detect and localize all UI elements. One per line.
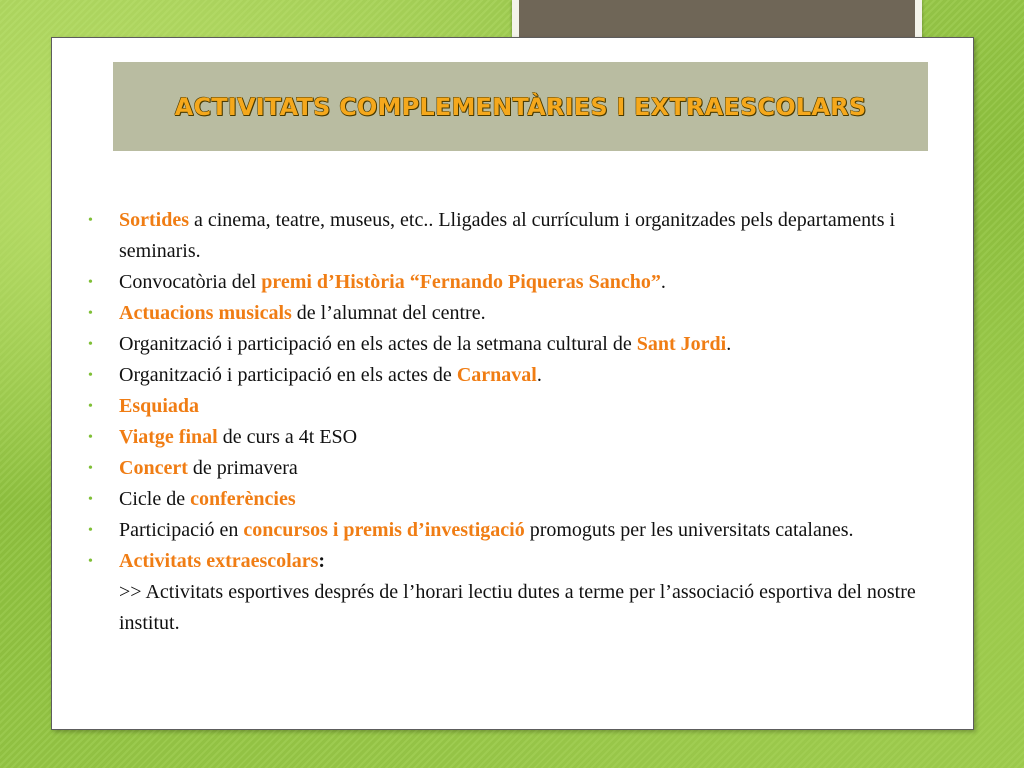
bullet-icon: •	[88, 399, 93, 414]
highlight-text: Sortides	[119, 209, 189, 231]
item-text: .	[726, 333, 732, 355]
item-text: a cinema, teatre, museus, etc.. Lligades al currículum i organitzades pels departaments i seminaris.	[119, 209, 896, 262]
slide-title: ACTIVITATS COMPLEMENTÀRIES I EXTRAESCOLARS	[174, 92, 867, 121]
item-text: .	[660, 271, 666, 293]
content-area	[88, 205, 968, 639]
list-item	[88, 484, 968, 515]
highlight-text: concursos i premis d’investigació	[243, 519, 525, 541]
highlight-text: conferències	[190, 488, 296, 510]
bullet-icon: •	[88, 554, 93, 569]
list-item	[88, 329, 968, 360]
bullet-icon: •	[88, 306, 93, 321]
list-item	[88, 391, 968, 422]
list-item	[88, 267, 968, 298]
list-item	[88, 546, 968, 639]
item-text: Organització i participació en els actes de	[119, 364, 457, 386]
list-item	[88, 422, 968, 453]
list-item	[88, 453, 968, 484]
item-text: promoguts per les universitats catalanes.	[524, 519, 854, 541]
list-item	[88, 360, 968, 391]
bullet-icon: •	[88, 213, 93, 228]
item-text: Convocatòria del	[119, 271, 262, 293]
bullet-icon: •	[88, 368, 93, 383]
list-item	[88, 298, 968, 329]
list-item	[88, 515, 968, 546]
highlight-text: Esquiada	[119, 395, 200, 417]
list-item	[88, 205, 968, 267]
bullet-icon: •	[88, 275, 93, 290]
item-text: .	[536, 364, 542, 386]
bullet-icon: •	[88, 337, 93, 352]
item-text: de primavera	[187, 457, 298, 479]
item-text: Participació en	[119, 519, 244, 541]
item-text: de curs a 4t ESO	[217, 426, 358, 448]
bullet-icon: •	[88, 430, 93, 445]
title-bar	[113, 62, 928, 151]
highlight-text: Concert	[119, 457, 188, 479]
highlight-text: Actuacions musicals	[119, 302, 292, 324]
activities-list	[88, 205, 968, 639]
item-text: :	[318, 550, 326, 572]
highlight-text: Carnaval	[456, 364, 537, 386]
highlight-text: Viatge final	[119, 426, 218, 448]
item-text: de l’alumnat del centre.	[291, 302, 486, 324]
bullet-icon: •	[88, 461, 93, 476]
item-text: Organització i participació en els actes de la setmana cultural de	[119, 333, 637, 355]
highlight-text: Activitats extraescolars	[119, 550, 319, 572]
item-text: Cicle de	[119, 488, 191, 510]
highlight-text: premi d’Història “Fernando Piqueras Sancho”	[261, 271, 661, 293]
bullet-icon: •	[88, 492, 93, 507]
bullet-icon: •	[88, 523, 93, 538]
item-subtext: >> Activitats esportives després de l’horari lectiu dutes a terme per l’associació esportiva del nostre institut.	[119, 581, 916, 634]
highlight-text: Sant Jordi	[636, 333, 727, 355]
